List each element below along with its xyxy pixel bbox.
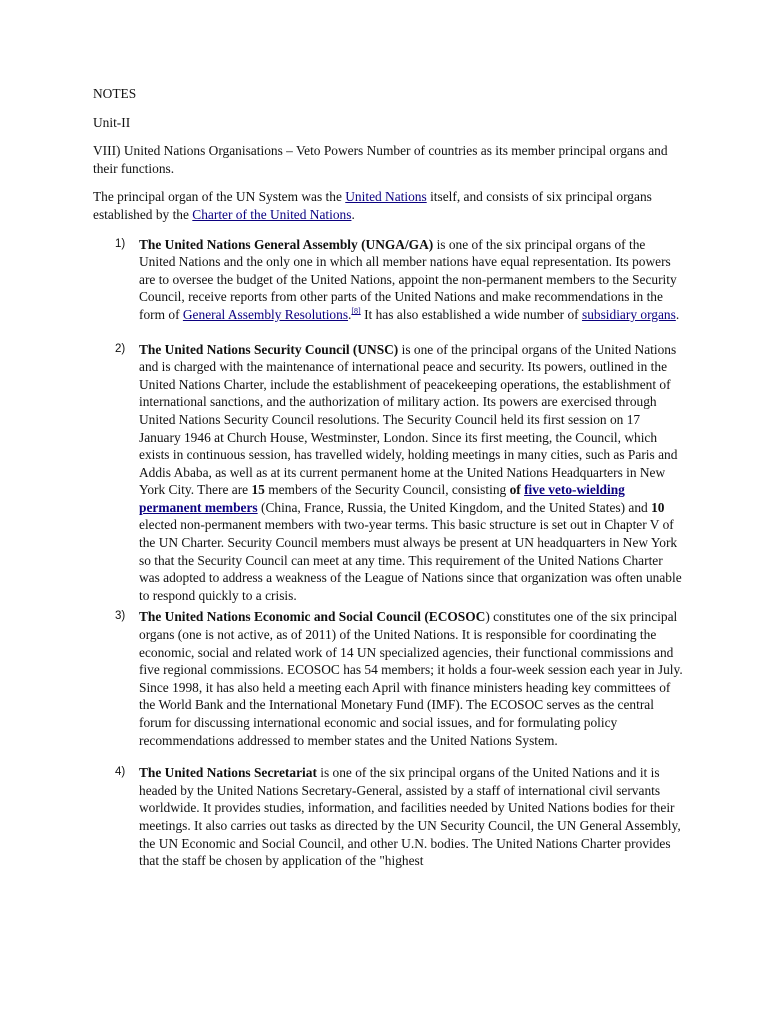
notes-title: NOTES bbox=[93, 86, 137, 101]
list-item: 3) The United Nations Economic and Social Council (ECOSOC) constitutes one of the six principal organs (one is not active, as of 2011) of the United Nations. It is responsible for coordinating the economic, social and related work of 14 UN specialized agencies, their functional commissions and five regional commissions. ECOSOC has 54 members; it holds a four-week session each year in July. Since 1998, it has also held a meeting each April with finance ministers heading key committees of the World Bank and the International Monetary Fund (IMF). The ECOSOC serves as the central forum for discussing international economic and social issues, and for formulating policy recommendations addressed to member states and the United Nations System. bbox=[115, 609, 683, 748]
charter-link[interactable]: Charter of the United Nations bbox=[192, 206, 352, 222]
unit-label: Unit-II bbox=[93, 114, 131, 130]
item-title: The United Nations Security Council (UNSC) bbox=[139, 341, 399, 357]
united-nations-link[interactable]: United Nations bbox=[345, 189, 427, 205]
list-number: 3) bbox=[115, 610, 126, 623]
list-item: 2) The United Nations Security Council (UNSC) is one of the principal organs of the United Nations and is charged with the maintenance of international peace and security. Its powers, outlined in the United Nations Charter, include the establishment of peacekeeping operations, the establishment of international sanctions, and the authorization of military action. Its powers are exercised through United Nations Security Council resolutions. The Security Council held its first session on 17 January 1946 at Church House, Westminster, London. Since its first meeting, the Council, which exists in continuous session, has travelled widely, holding meetings in many cities, such as Paris and Addis Ababa, as well as at its current permanent home at the United Nations Headquarters in New York City. There are 15 members of the Security Council, consisting of five veto-wielding permanent members (China, France, Russia, the United Kingdom, and the United States) and 10 elected non-permanent members with two-year terms. This basic structure is set out in Chapter V of the UN Charter. Security Council members must always be present at UN headquarters in New York so that the Security Council can meet at any time. This requirement of the United Nations Charter was adopted to address a weakness of the League of Nations since that organization was often unable to respond quickly to a crisis. bbox=[115, 341, 682, 603]
ga-resolutions-link[interactable]: General Assembly Resolutions bbox=[182, 306, 349, 322]
list-number: 4) bbox=[115, 766, 126, 779]
item-title: The United Nations General Assembly (UNGA/GA) bbox=[139, 236, 434, 252]
list-item: 4) The United Nations Secretariat is one of the six principal organs of the United Nations and it is headed by the United Nations Secretary-General, assisted by a staff of international civil servants worldwide. It provides studies, information, and facilities needed by United Nations bodies for their meetings. It also carries out tasks as directed by the UN Security Council, the UN General Assembly, the UN Economic and Social Council, and other U.N. bodies. The United Nations Charter provides that the staff be chosen by application of the "highest bbox=[115, 765, 681, 869]
item-title: The United Nations Secretariat bbox=[139, 765, 317, 781]
intro-paragraph: The principal organ of the UN System was the United Nations itself, and consists of six principal organs established by the Charter of the United Nations. bbox=[93, 189, 652, 222]
citation-link[interactable]: [8] bbox=[351, 306, 361, 316]
veto-members-link[interactable]: five veto-wielding permanent members bbox=[139, 482, 625, 515]
list-number: 2) bbox=[115, 342, 126, 355]
principal-organs-list bbox=[93, 236, 683, 870]
section-heading: VIII) United Nations Organisations – Veto Powers Number of countries as its member principal organs and their functions. bbox=[93, 143, 668, 176]
list-number: 1) bbox=[115, 237, 126, 250]
document-page bbox=[93, 85, 683, 870]
subsidiary-organs-link[interactable]: subsidiary organs bbox=[581, 306, 676, 322]
item-title: The United Nations Economic and Social Council (ECOSOC bbox=[139, 609, 486, 625]
list-item: 1) The United Nations General Assembly (UNGA/GA) is one of the six principal organs of the United Nations and the only one in which all member nations have equal representation. Its powers are to oversee the budget of the United Nations, appoint the non-permanent members to the Security Council, receive reports from other parts of the United Nations and make recommendations in the form of General Assembly Resolutions.[8] It has also established a wide number of subsidiary organs. bbox=[115, 236, 680, 322]
